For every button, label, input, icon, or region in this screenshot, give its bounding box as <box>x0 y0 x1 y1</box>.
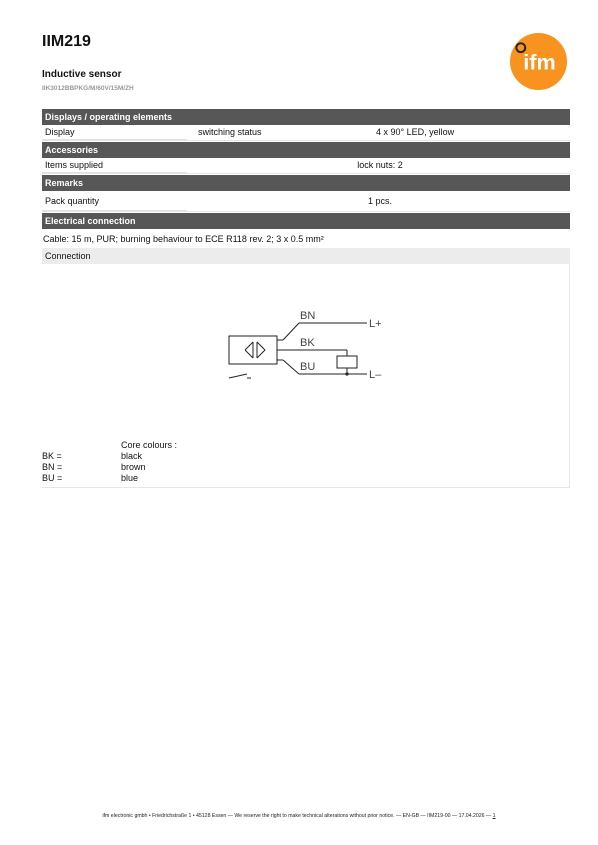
list-item <box>42 473 177 484</box>
datasheet-content <box>42 109 570 488</box>
core-colours-heading: Core colours : <box>121 440 178 450</box>
footer-text: ifm electronic gmbh • Friedrichstraße 1 • 45128 Essen — We reserve the right to make technical alterations without prior notice. — EN-GB — IIM219-00 — 17.04.2026 — <box>102 813 492 819</box>
page-number-link[interactable]: 1 <box>492 813 496 819</box>
colour-name: blue <box>121 473 139 483</box>
items-supplied-value: lock nuts: 2 <box>357 160 403 170</box>
colour-code: BN = <box>42 462 63 472</box>
product-subtitle: Inductive sensor <box>42 69 122 80</box>
colour-code: BU = <box>42 473 63 483</box>
colour-name: brown <box>121 462 146 472</box>
display-value-led: 4 x 90° LED, yellow <box>376 127 455 137</box>
list-item <box>42 451 177 462</box>
cable-description: Cable: 15 m, PUR; burning behaviour to ECE R118 rev. 2; 3 x 0.5 mm² <box>43 234 324 244</box>
pack-quantity-label: Pack quantity <box>42 191 187 211</box>
table-row-display <box>42 125 570 141</box>
section-header-electrical: Electrical connection <box>42 213 570 229</box>
terminal-minus-label: L– <box>369 369 382 381</box>
colour-code: BK = <box>42 451 62 461</box>
wire-label-bn: BN <box>300 310 316 322</box>
connection-label: Connection <box>42 248 570 264</box>
colour-name: black <box>121 451 143 461</box>
product-title: IIM219 <box>42 33 91 50</box>
display-label: Display <box>42 125 187 140</box>
table-row-items-supplied <box>42 158 570 174</box>
core-colours-legend <box>42 440 177 484</box>
pack-quantity-value: 1 pcs. <box>367 196 392 206</box>
section-header-displays: Displays / operating elements <box>42 109 570 125</box>
section-header-accessories: Accessories <box>42 142 570 158</box>
terminal-plus-label: L+ <box>369 318 382 330</box>
list-item <box>42 462 177 473</box>
display-value-status: switching status <box>198 127 262 137</box>
page-footer <box>0 813 598 819</box>
items-supplied-label: Items supplied <box>42 158 187 173</box>
logo-text: ifm <box>523 49 556 75</box>
table-row-pack-quantity <box>42 191 570 212</box>
section-header-remarks: Remarks <box>42 175 570 191</box>
wire-label-bk: BK <box>300 337 315 349</box>
connection-panel <box>42 264 570 488</box>
wire-label-bu: BU <box>300 361 316 373</box>
wiring-diagram <box>227 308 387 388</box>
article-number: IIK3012BBPKG/M/60V/15M/ZH <box>42 85 134 92</box>
ifm-logo <box>509 32 568 91</box>
